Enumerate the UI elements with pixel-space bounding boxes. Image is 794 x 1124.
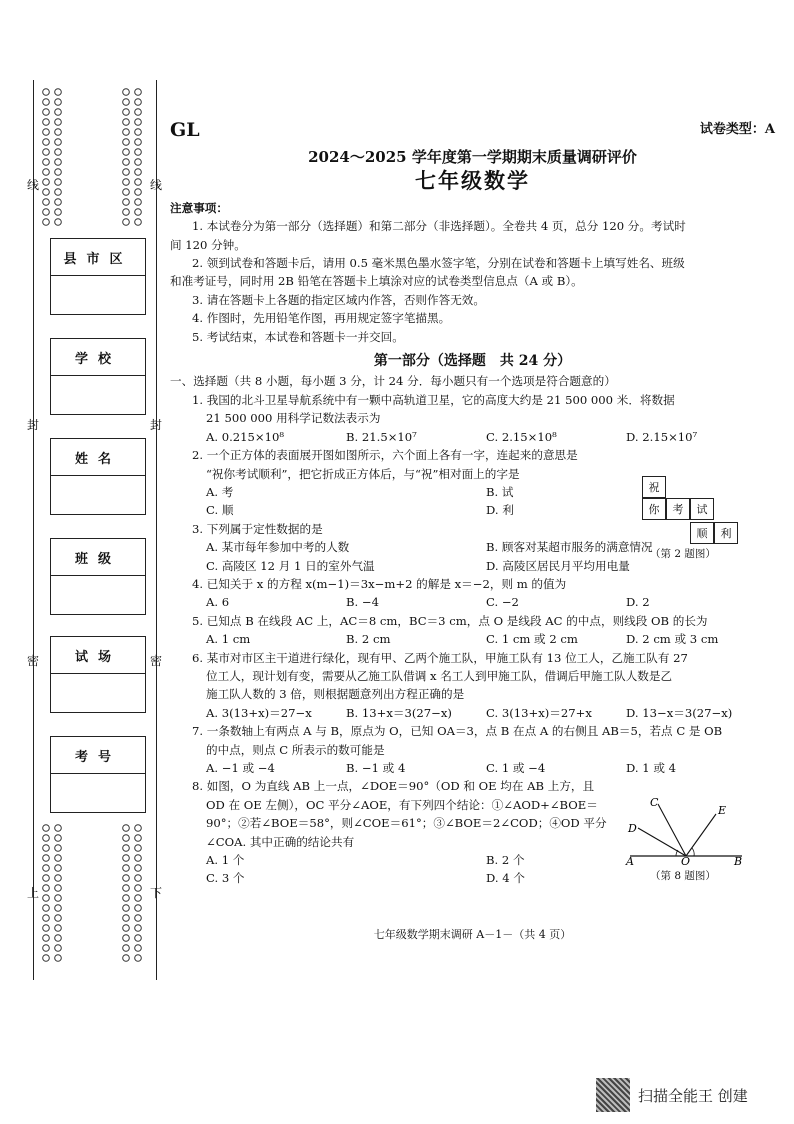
option: C. 1 或 −4 <box>486 761 546 775</box>
paper-type: 试卷类型：A <box>699 121 775 137</box>
dot-pattern-icon <box>40 822 66 972</box>
notice-item: 4. 作图时，先用铅笔作图，再用规定签字笔描黑。 <box>192 311 451 326</box>
school-field[interactable] <box>51 376 145 414</box>
county-field[interactable] <box>51 276 145 314</box>
perforation-dots-right-bottom <box>120 822 144 972</box>
question-4-options <box>170 593 775 611</box>
question-2-cont: “祝你考试顺利”，把它折成正方体后，与“祝”相对面上的字是 <box>206 466 520 481</box>
option: A. 3(13+x)＝27−x <box>206 705 312 720</box>
option: C. 3 个 <box>206 871 245 886</box>
question-1: 1. 我国的北斗卫星导航系统中有一颗中高轨道卫星，它的高度大约是 21 500 000 米．将数据 <box>192 392 675 407</box>
point-label: A <box>626 855 634 866</box>
perforation-dots-left <box>40 86 64 236</box>
option: D. 13−x＝3(27−x) <box>626 705 733 720</box>
option: D. 1 或 4 <box>626 761 676 775</box>
perforation-dots-right <box>120 86 144 236</box>
paper-code: GL <box>170 118 200 141</box>
net-cell: 顺 <box>690 522 714 544</box>
exam-room-label: 试场 <box>51 637 145 674</box>
school-box <box>50 338 146 415</box>
part-one-title: 第一部分（选择题 共 24 分） <box>373 353 572 370</box>
question-2: 2. 一个正方体的表面展开图如图所示，六个面上各有一字，连起来的意思是 <box>192 448 578 463</box>
notice-item: 1. 本试卷分为第一部分（选择题）和第二部分（非选择题）。全卷共 4 页，总分 120 分。考试时 <box>192 219 686 234</box>
net-cell: 你 <box>642 498 666 520</box>
binding-mark: 密 <box>27 654 40 668</box>
option: A. 1 个 <box>206 853 245 868</box>
option: A. −1 或 −4 <box>206 761 275 775</box>
county-label: 县市区 <box>51 239 145 276</box>
question-7-options <box>170 759 775 777</box>
option: D. 2 cm 或 3 cm <box>626 632 719 647</box>
dot-pattern-icon <box>40 86 66 236</box>
option: C. 顺 <box>206 503 234 518</box>
exam-room-box <box>50 636 146 713</box>
question-4: 4. 已知关于 x 的方程 x(m−1)＝3x−m+2 的解是 x＝−2，则 m 的值为 <box>192 576 567 591</box>
binding-mark: 密 <box>150 654 163 668</box>
binding-mark: 下 <box>150 886 163 900</box>
question-1-cont: 21 500 000 用科学记数法表示为 <box>206 411 381 426</box>
dot-pattern-icon <box>120 86 146 236</box>
point-label: O <box>681 855 691 866</box>
net-cell: 考 <box>666 498 690 520</box>
notice-item-cont: 间 120 分钟。 <box>170 237 246 252</box>
notice-item-cont: 和准考证号，同时用 2B 铅笔在答题卡上填涂对应的试卷类型信息点（A 或 B）。 <box>170 274 583 289</box>
scanner-watermark <box>596 1078 748 1112</box>
exam-number-label: 考号 <box>51 737 145 774</box>
option: B. −1 或 4 <box>346 761 406 775</box>
option: B. 21.5×10⁷ <box>346 429 417 444</box>
class-box <box>50 538 146 615</box>
question-1-options <box>170 428 775 446</box>
option: B. −4 <box>346 595 379 610</box>
net-cell: 祝 <box>642 476 666 498</box>
question-5: 5. 已知点 B 在线段 AC 上，AC＝8 cm，BC＝3 cm，点 O 是线段 AC 的中点，则线段 OB 的长为 <box>192 613 708 628</box>
name-label: 姓名 <box>51 439 145 476</box>
exam-number-box <box>50 736 146 813</box>
option: A. 1 cm <box>206 632 251 647</box>
name-field[interactable] <box>51 476 145 514</box>
exam-title: 2024～2025 学年度第一学期期末质量调研评价 <box>308 148 637 166</box>
point-label: E <box>718 804 727 817</box>
option: C. 1 cm 或 2 cm <box>486 632 578 647</box>
notice-item: 3. 请在答题卡上各题的指定区域内作答，否则作答无效。 <box>192 292 485 307</box>
notice-title: 注意事项： <box>170 200 228 215</box>
binding-line-left <box>33 80 34 980</box>
binding-mark: 封 <box>150 418 163 432</box>
notice-item: 5. 考试结束，本试卷和答题卡一并交回。 <box>192 329 404 344</box>
option: D. 高陵区居民月平均用电量 <box>486 558 630 573</box>
binding-mark: 上 <box>27 886 40 900</box>
point-label: D <box>628 822 637 835</box>
point-label: B <box>734 855 743 866</box>
question-8-cont: OD 在 OE 左侧），OC 平分∠AOE，有下列四个结论：①∠AOD+∠BOE＝ <box>206 797 598 812</box>
option: D. 2 <box>626 595 650 610</box>
scanner-logo-icon <box>596 1078 630 1112</box>
binding-line-right <box>156 80 157 980</box>
class-field[interactable] <box>51 576 145 614</box>
question-6-options <box>170 704 775 722</box>
binding-mark: 线 <box>150 178 163 192</box>
question-8: 8. 如图，O 为直线 AB 上一点，∠DOE＝90°（OD 和 OE 均在 AB 上方，且 <box>192 779 595 794</box>
scanner-text: 扫描全能王 创建 <box>638 1086 748 1105</box>
exam-room-field[interactable] <box>51 674 145 712</box>
question-7: 7. 一条数轴上有两点 A 与 B，原点为 O，已知 OA＝3，点 B 在点 A 的右侧且 AB＝5，若点 C 是 OB <box>192 724 723 739</box>
figure-caption: （第 8 题图） <box>650 870 716 882</box>
option: B. 顾客对某超市服务的满意情况 <box>486 540 653 555</box>
binding-mark: 封 <box>27 418 40 432</box>
option: C. 高陵区 12 月 1 日的室外气温 <box>206 558 375 573</box>
header-row <box>170 118 775 142</box>
question-6-cont: 位工人，现计划有变，需要从乙施工队借调 x 名工人到甲施工队，借调后甲施工队人数是乙 <box>206 668 673 683</box>
name-box <box>50 438 146 515</box>
page-footer: 七年级数学期末调研 A－1－（共 4 页） <box>373 928 572 941</box>
question-8-cont: ∠COA. 其中正确的结论共有 <box>206 834 355 849</box>
notice-item: 2. 领到试卷和答题卡后，请用 0.5 毫米黑色墨水签字笔，分别在试卷和答题卡上填写姓名、班级 <box>192 256 685 271</box>
section-title: 一、选择题（共 8 小题，每小题 3 分，计 24 分．每小题只有一个选项是符合题意的） <box>170 374 616 389</box>
county-box <box>50 238 146 315</box>
school-label: 学校 <box>51 339 145 376</box>
option: D. 利 <box>486 503 514 518</box>
option: B. 试 <box>486 484 514 499</box>
option: D. 4 个 <box>486 871 525 886</box>
dot-pattern-icon <box>120 822 146 972</box>
option: C. 3(13+x)＝27+x <box>486 705 592 720</box>
option: A. 6 <box>206 595 230 610</box>
binding-mark: 线 <box>27 178 40 192</box>
question-8-cont: 90°；②若∠BOE＝58°，则∠COE＝61°；③∠BOE＝2∠COD；④OD 平分 <box>206 816 607 831</box>
option: C. −2 <box>486 595 519 610</box>
perforation-dots-left-bottom <box>40 822 64 972</box>
option: A. 考 <box>206 484 234 499</box>
net-cell: 试 <box>690 498 714 520</box>
question-6: 6. 某市对市区主干道进行绿化，现有甲、乙两个施工队，甲施工队有 13 位工人，乙施工队有 27 <box>192 650 688 665</box>
question-3: 3. 下列属于定性数据的是 <box>192 521 323 536</box>
class-label: 班级 <box>51 539 145 576</box>
option: C. 2.15×10⁸ <box>486 429 557 444</box>
exam-number-field[interactable] <box>51 774 145 812</box>
question-5-options <box>170 630 775 648</box>
figure-caption: （第 2 题图） <box>650 548 716 560</box>
option: A. 0.215×10⁸ <box>206 429 285 444</box>
angle-figure <box>624 794 748 866</box>
option: B. 13+x＝3(27−x) <box>346 705 452 720</box>
option: A. 某市每年参加中考的人数 <box>206 540 350 555</box>
option: B. 2 cm <box>346 632 391 647</box>
option: D. 2.15×10⁷ <box>626 429 698 444</box>
option: B. 2 个 <box>486 853 525 868</box>
question-6-cont: 施工队人数的 3 倍，则根据题意列出方程正确的是 <box>206 687 465 702</box>
question-7-cont: 的中点，则点 C 所表示的数可能是 <box>206 742 385 757</box>
point-label: C <box>650 796 659 809</box>
subject-title: 七年级数学 <box>415 168 530 194</box>
net-cell: 利 <box>714 522 738 544</box>
